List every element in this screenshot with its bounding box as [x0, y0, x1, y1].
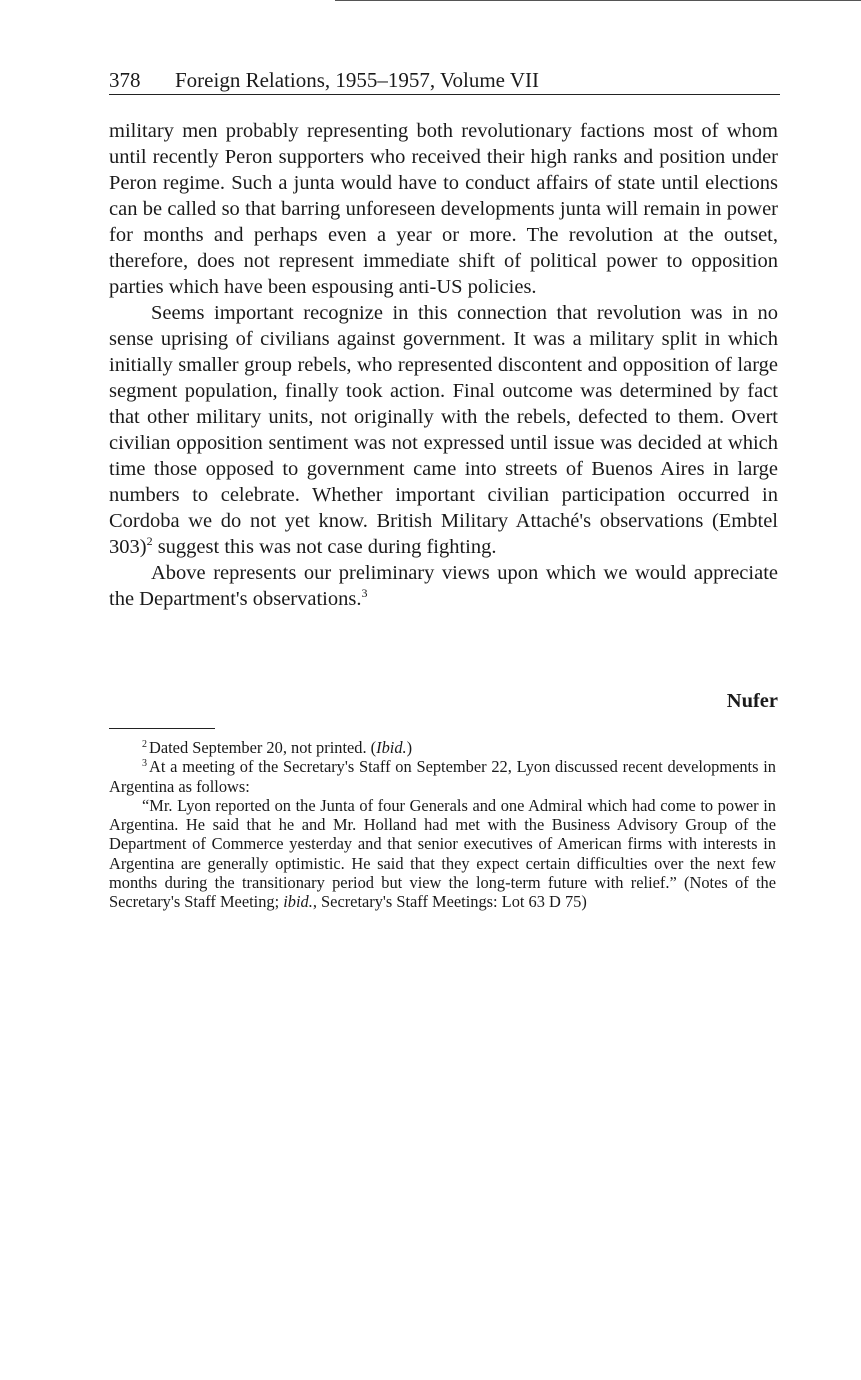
running-title: Foreign Relations, 1955–1957, Volume VII — [175, 68, 539, 92]
footnote-3-quote — [109, 796, 776, 912]
paragraph-2-text: Seems important recognize in this connection that revolution was in no sense uprising of civilians against government. It was a military split in which initially smaller group rebels, who represented discontent and opposition of large segment population, finally took action. Final outcome was determined by fact that other military units, not originally with the rebels, defected to them. Overt civilian opposition sentiment was not expressed until issue was decided at which time those opposed to government came into streets of Buenos Aires in large numbers to celebrate. Whether important civilian participation occurred in Cordoba we do not yet know. British Military Attaché's observations (Embtel 303) — [109, 302, 778, 558]
footnote-2-text: Dated September 20, not printed. ( — [149, 738, 377, 757]
footnote-3-marker: 3 — [142, 757, 147, 769]
footnote-3-tail: , Secretary's Staff Meetings: Lot 63 D 75) — [312, 892, 587, 912]
paragraph-3 — [109, 560, 778, 612]
footnote-3-quote-text: “Mr. Lyon reported on the Junta of four Generals and one Admiral which had come to power in Argentina. He said that he and Mr. Holland had met with the Business Advisory Group of the Department of Commerce yesterday and that senior executives of American firms with interests in Argentina are generally optimistic. He said that they expect certain difficulties over the next few months during the transitionary period but view the long-term future with relief.” (Notes of the Secretary's Staff Meeting; — [109, 795, 776, 912]
footnote-ref-3[interactable]: 3 — [361, 586, 368, 601]
footnote-2 — [109, 738, 776, 757]
footnote-divider — [109, 728, 215, 729]
running-header — [109, 66, 780, 95]
footnote-2-close: ) — [406, 738, 413, 757]
footnote-3-text: At a meeting of the Secretary's Staff on September 22, Lyon discussed recent developments in Argentina as follows: — [109, 757, 776, 796]
paragraph-2-tail: suggest this was not case during fighting. — [152, 536, 497, 558]
footnote-2-ibid: Ibid. — [376, 738, 407, 757]
signature: Nufer — [726, 690, 778, 712]
footnote-3-ibid: ibid. — [283, 892, 313, 912]
footnote-ref-2[interactable]: 2 — [146, 534, 153, 549]
paragraph-2 — [109, 300, 778, 560]
footnote-2-marker: 2 — [142, 738, 147, 750]
footnotes — [109, 738, 776, 912]
page-number: 378 — [109, 68, 141, 92]
paragraph-1: military men probably representing both revolutionary factions most of whom until recently Peron supporters who received their high ranks and position under Peron regime. Such a junta would have to conduct affairs of state until elections can be called so that barring unforeseen developments junta will remain in power for months and perhaps even a year or more. The revolution at the outset, therefore, does not represent immediate shift of political power to opposition parties which have been espousing anti-US policies. — [109, 120, 778, 298]
paragraph-3-text: Above represents our preliminary views upon which we would appreciate the Department's observations. — [109, 562, 778, 610]
main-text — [109, 118, 778, 612]
footnote-3 — [109, 757, 776, 796]
top-edge-rule — [335, 0, 861, 1]
